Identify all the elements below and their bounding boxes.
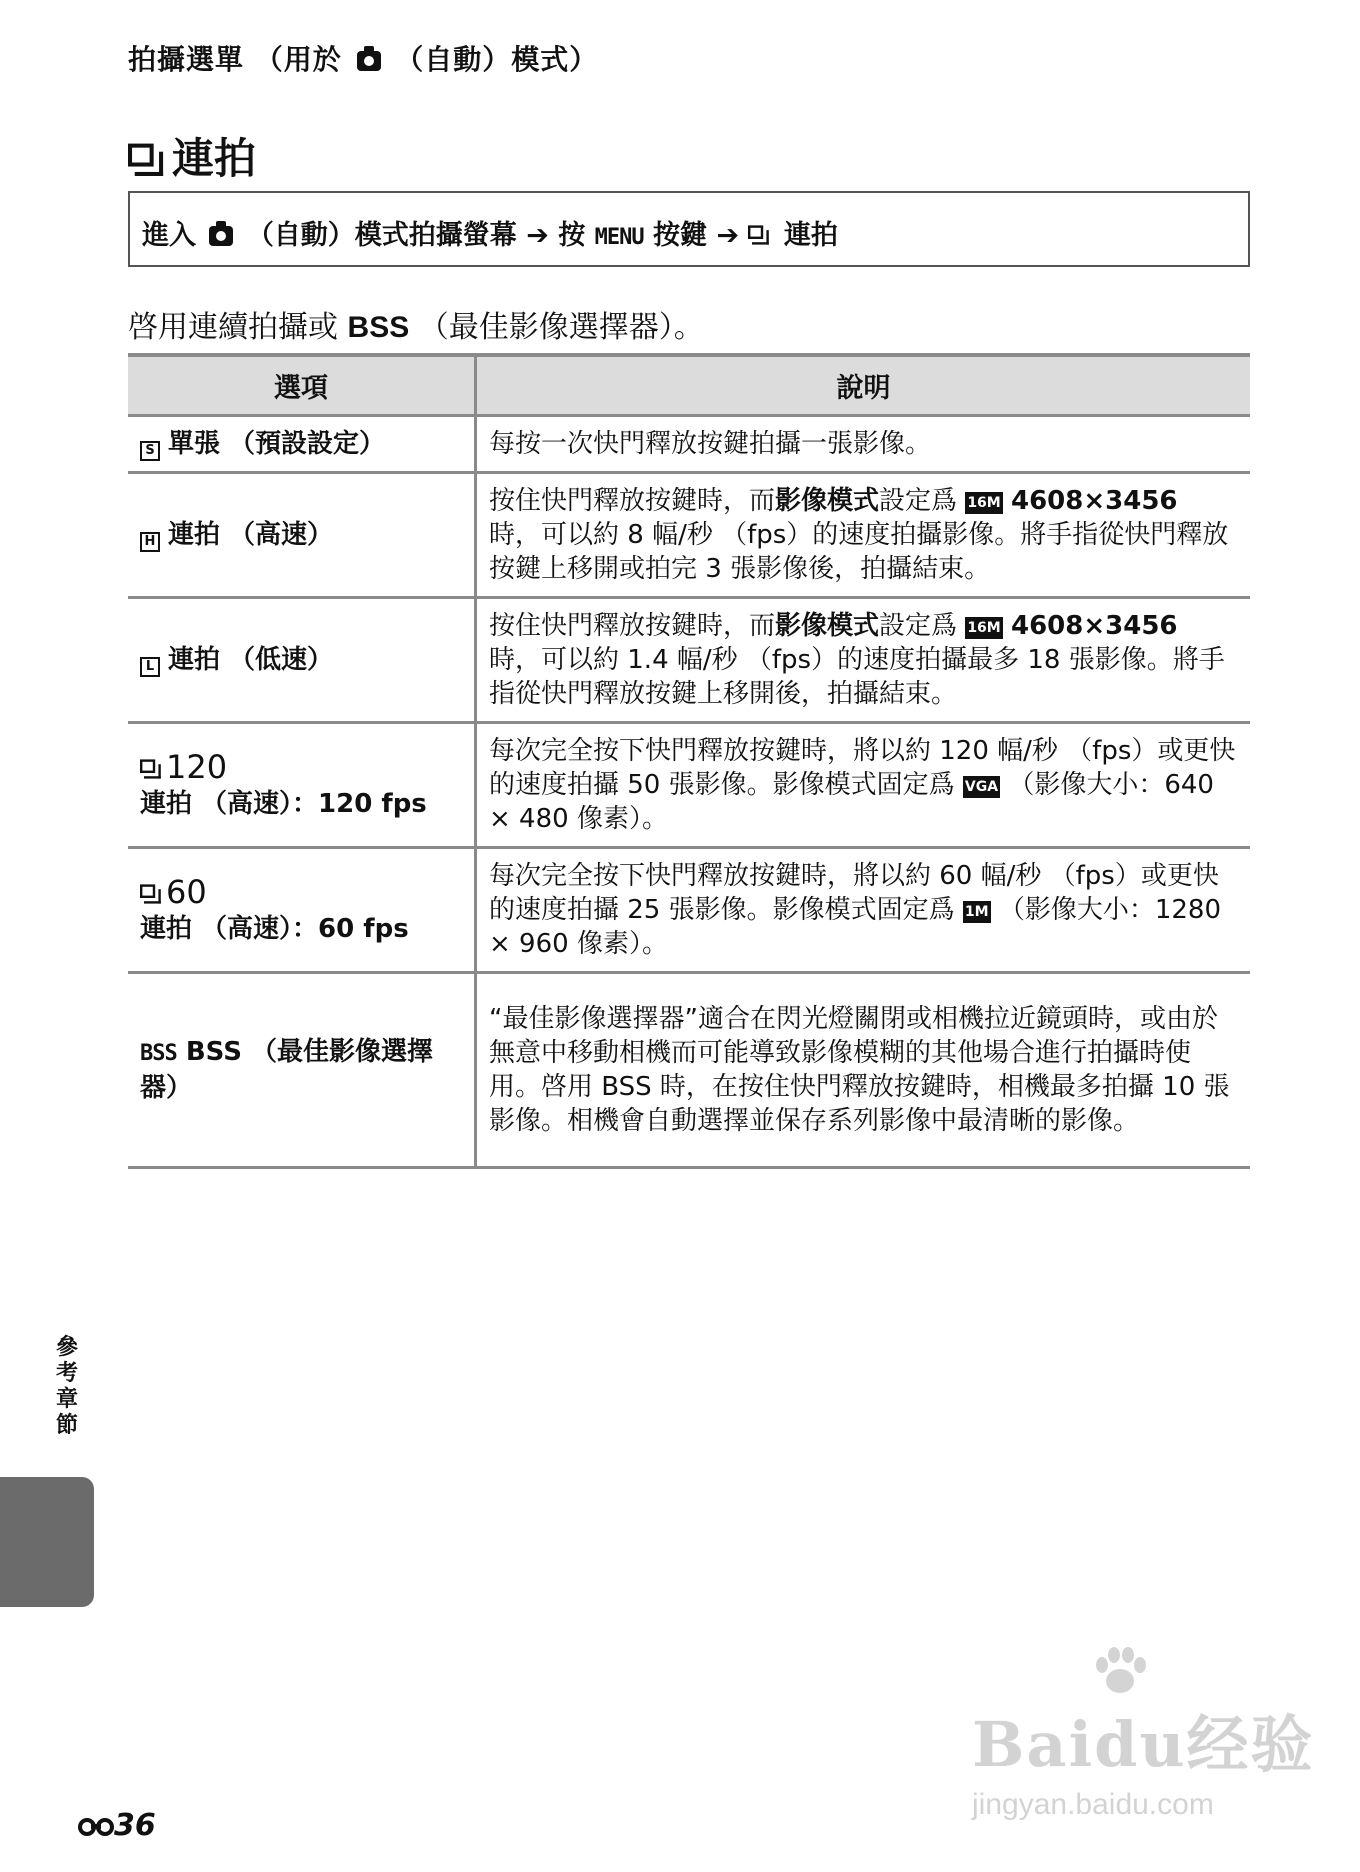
description-cell: [476, 598, 1251, 723]
paw-icon: [1090, 1643, 1150, 1703]
desc-text: 每次完全按下快門釋放按鍵時，將以約 120 幅/秒 （fps）或更快的速度拍攝 50 張影像。影像模式固定爲: [489, 736, 1236, 800]
desc-text: 設定爲: [879, 486, 958, 516]
side-chapter-tab: [0, 1477, 94, 1607]
option-cell: [128, 473, 476, 598]
nav-text-3: 按鍵 ➔: [653, 220, 740, 251]
desc-text: （影像大小：640 × 480 像素）。: [489, 770, 1214, 834]
column-header-description: 說明: [476, 355, 1251, 416]
watermark-main: Baidu经验: [972, 1708, 1315, 1781]
continuous-icon: [140, 884, 161, 903]
option-cell: [128, 416, 476, 473]
table-row: [128, 848, 1250, 973]
menu-key-label: MENU: [594, 225, 644, 250]
desc-bold: 影像模式: [775, 611, 880, 641]
description-cell: [476, 848, 1251, 973]
continuous-icon: [748, 225, 769, 244]
navigation-box: [128, 191, 1250, 267]
option-cell: [128, 598, 476, 723]
table-row: [128, 723, 1250, 848]
header-text: 拍攝選單 （用於: [128, 43, 342, 76]
description-cell: “最佳影像選擇器”適合在閃光燈關閉或相機拉近鏡頭時，或由於無意中移動相機而可能導致影像模糊的其他場合進行拍攝時使用。啓用 BSS 時，在按住快門釋放按鍵時，相機最多拍攝 10 張影像。相機會自動選擇並保存系列影像中最清晰的影像。: [476, 973, 1251, 1168]
option-label: 連拍 （高速）：120 fps: [140, 788, 427, 819]
options-table: [128, 353, 1250, 1169]
table-header-row: [128, 355, 1250, 416]
desc-size: 4608×3456: [1011, 486, 1178, 516]
table-row: [128, 973, 1250, 1168]
1m-icon: 1M: [963, 901, 991, 923]
option-label: 連拍 （高速）: [168, 520, 334, 550]
option-label: 單張 （預設設定）: [168, 429, 386, 459]
option-cell: [128, 723, 476, 848]
option-big: 120: [166, 747, 228, 786]
option-cell: [128, 848, 476, 973]
running-header: [128, 38, 598, 78]
option-big: 60: [166, 872, 207, 911]
reference-section-icon: [78, 1815, 114, 1837]
continuous-high-icon: H: [140, 532, 160, 552]
desc-text: 按住快門釋放按鍵時，而: [489, 486, 776, 516]
intro-bss: BSS: [347, 311, 410, 344]
table-row: [128, 473, 1250, 598]
desc-text: 時，可以約 8 幅/秒 （fps）的速度拍攝影像。將手指從快門釋放按鍵上移開或拍完 3 張影像後，拍攝結束。: [489, 520, 1229, 584]
desc-text: （影像大小：1280 × 960 像素）。: [489, 895, 1222, 959]
description-cell: [476, 473, 1251, 598]
watermark: [972, 1695, 1315, 1822]
header-text-end: （自動）模式）: [395, 43, 599, 76]
page-number: [78, 1808, 156, 1843]
image-size-icon: 16M: [965, 492, 1002, 514]
nav-text-1: 進入: [142, 220, 196, 251]
camera-auto-icon: [209, 226, 233, 246]
intro-post: （最佳影像選擇器）。: [418, 310, 704, 345]
watermark-sub: jingyan.baidu.com: [972, 1788, 1214, 1821]
option-label: 連拍 （高速）：60 fps: [140, 913, 409, 944]
nav-text-4: 連拍: [783, 220, 838, 251]
description-cell: 每按一次快門釋放按鍵拍攝一張影像。: [476, 416, 1251, 473]
side-chapter-label: 參考章節: [55, 1335, 78, 1438]
continuous-icon: [128, 144, 163, 176]
nav-text-2: （自動）模式拍攝螢幕 ➔ 按: [246, 220, 586, 251]
title-text: 連拍: [172, 134, 257, 183]
desc-text: 設定爲: [879, 611, 958, 641]
option-label: 連拍 （低速）: [168, 645, 334, 675]
desc-text: 每次完全按下快門釋放按鍵時，將以約 60 幅/秒 （fps）或更快的速度拍攝 25 張影像。影像模式固定爲: [489, 861, 1219, 925]
vga-icon: VGA: [963, 776, 1000, 798]
intro-pre: 啓用連續拍攝或: [128, 310, 338, 345]
option-cell: [128, 973, 476, 1168]
description-cell: [476, 723, 1251, 848]
desc-bold: 影像模式: [775, 486, 880, 516]
continuous-icon: [140, 759, 161, 778]
desc-text: 按住快門釋放按鍵時，而: [489, 611, 776, 641]
bss-icon: BSS: [140, 1041, 177, 1066]
navigation-path: [142, 213, 838, 252]
column-header-option: 選項: [128, 355, 476, 416]
desc-text: 時，可以約 1.4 幅/秒 （fps）的速度拍攝最多 18 張影像。將手指從快門釋放按鍵上移開後，拍攝結束。: [489, 645, 1225, 709]
camera-auto-icon: [357, 51, 381, 71]
page-title: [128, 126, 256, 186]
intro-text: [128, 302, 704, 346]
option-label: BSS （最佳影像選擇器）: [140, 1037, 433, 1103]
continuous-low-icon: L: [140, 657, 160, 677]
table-row: [128, 598, 1250, 723]
single-icon: S: [140, 441, 160, 461]
image-size-icon: 16M: [965, 617, 1002, 639]
desc-size: 4608×3456: [1011, 611, 1178, 641]
table-row: [128, 416, 1250, 473]
page-number-text: 36: [114, 1808, 156, 1843]
